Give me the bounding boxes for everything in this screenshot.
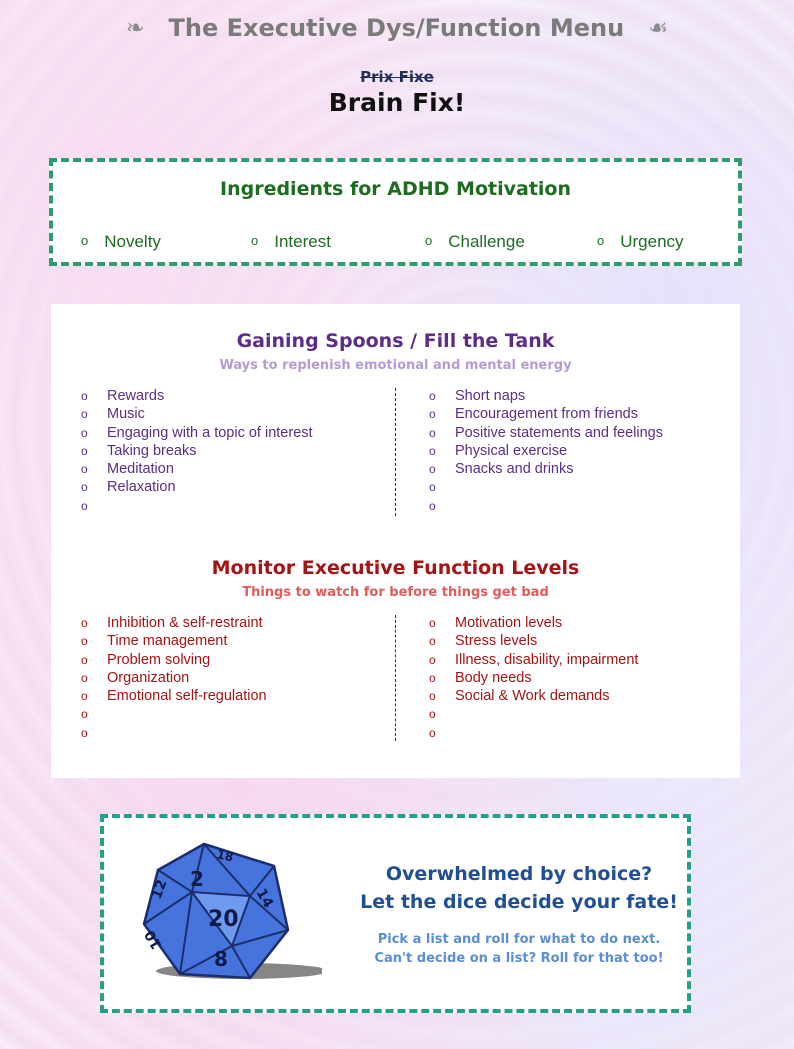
list-item <box>429 442 663 460</box>
bullet-icon: o <box>429 616 436 630</box>
list-item <box>81 669 267 687</box>
brain-fix-heading: Brain Fix! <box>328 88 466 117</box>
efl-divider <box>395 615 396 741</box>
spoons-divider <box>395 388 396 516</box>
swirl-right-icon: ☙ <box>648 15 668 41</box>
bullet-icon: o <box>81 233 89 248</box>
bullet-icon: o <box>429 652 436 667</box>
list-item <box>81 651 267 669</box>
bullet-icon: o <box>81 616 88 630</box>
list-item <box>81 405 313 423</box>
bullet-icon: o <box>81 462 88 477</box>
ingredient-label: Novelty <box>104 232 161 251</box>
dice-box <box>100 814 691 1013</box>
list-item <box>429 387 663 405</box>
ingredient-label: Interest <box>274 232 331 251</box>
dice-face-label: 2 <box>190 867 204 891</box>
bullet-icon: o <box>81 425 88 440</box>
list-item <box>81 478 313 496</box>
list-item-label: Snacks and drinks <box>455 461 574 478</box>
list-item <box>429 424 663 442</box>
list-item <box>81 614 267 632</box>
list-item-label: Illness, disability, impairment <box>455 651 639 668</box>
list-item-label: Physical exercise <box>455 442 568 459</box>
swirl-left-icon: ❧ <box>126 15 145 41</box>
dice-text-block <box>354 818 684 968</box>
bullet-icon: o <box>429 407 436 422</box>
menu-title: The Executive Dys/Function Menu <box>168 14 625 42</box>
dice-face-label: 8 <box>214 947 228 971</box>
efl-subtitle: Things to watch for before things get bad <box>242 585 549 600</box>
list-item <box>81 724 267 742</box>
bullet-icon: o <box>429 443 436 458</box>
list-item-label: Positive statements and feelings <box>455 424 663 441</box>
list-item <box>429 669 638 687</box>
efl-right-list <box>429 614 638 742</box>
bullet-icon: o <box>429 462 436 477</box>
list-item-label: Organization <box>107 669 190 686</box>
bullet-icon: o <box>429 425 436 440</box>
ingredients-list <box>53 232 738 254</box>
list-item-label: Short naps <box>455 388 526 404</box>
dice-headline-2: Let the dice decide your fate! <box>360 891 678 913</box>
list-item-label: Motivation levels <box>455 615 563 631</box>
dice-face-label: 18 <box>215 847 235 865</box>
efl-title: Monitor Executive Function Levels <box>211 557 580 579</box>
list-item <box>81 497 313 515</box>
efl-left-list <box>81 614 267 742</box>
bullet-icon: o <box>81 443 88 458</box>
list-item-label: Time management <box>107 633 228 650</box>
ingredient-label: Challenge <box>448 232 525 251</box>
spoons-right-list <box>429 387 663 515</box>
list-item-label: Inhibition & self-restraint <box>107 615 263 631</box>
lists-panel <box>51 304 740 778</box>
list-item <box>429 651 638 669</box>
list-item-label: Meditation <box>107 461 174 478</box>
list-item-label: Stress levels <box>455 633 538 650</box>
spoons-subtitle: Ways to replenish emotional and mental energy <box>219 358 572 373</box>
ingredient-label: Urgency <box>620 232 684 251</box>
list-item-label: Problem solving <box>107 651 211 668</box>
bullet-icon: o <box>597 233 605 248</box>
list-item-label: Emotional self-regulation <box>107 688 267 705</box>
list-item-label: Rewards <box>107 388 165 404</box>
bullet-icon: o <box>81 725 88 740</box>
spoons-title: Gaining Spoons / Fill the Tank <box>236 330 555 352</box>
list-item-label: Body needs <box>455 669 532 686</box>
list-item <box>429 460 663 478</box>
bullet-icon: o <box>429 670 436 685</box>
list-item <box>81 687 267 705</box>
bullet-icon: o <box>81 652 88 667</box>
list-item <box>429 497 663 515</box>
list-item-label: Encouragement from friends <box>455 406 638 423</box>
menu-header <box>0 14 794 117</box>
dice-instruction-1: Pick a list and roll for what to do next. <box>377 932 661 947</box>
ingredients-box <box>49 158 742 266</box>
bullet-icon: o <box>429 498 436 513</box>
bullet-icon: o <box>429 707 436 722</box>
list-item <box>81 705 267 723</box>
spoons-left-list <box>81 387 313 515</box>
bullet-icon: o <box>429 725 436 740</box>
list-item <box>81 424 313 442</box>
list-item-label: Engaging with a topic of interest <box>107 424 313 441</box>
ingredient-item <box>425 232 525 252</box>
ingredient-item <box>81 232 161 252</box>
bullet-icon: o <box>81 634 88 649</box>
bullet-icon: o <box>81 389 88 403</box>
dice-headline-1: Overwhelmed by choice? <box>385 863 653 885</box>
dice-face-label: 12 <box>148 877 171 902</box>
list-item <box>429 705 638 723</box>
bullet-icon: o <box>429 480 436 495</box>
list-item <box>429 687 638 705</box>
list-item <box>429 632 638 650</box>
bullet-icon: o <box>425 233 433 248</box>
dice-face-label: 20 <box>208 907 239 932</box>
list-item <box>429 405 663 423</box>
list-item-label: Social & Work demands <box>455 688 610 705</box>
bullet-icon: o <box>429 689 436 704</box>
bullet-icon: o <box>251 233 259 248</box>
d20-dice-icon <box>132 838 322 988</box>
bullet-icon: o <box>81 407 88 422</box>
bullet-icon: o <box>81 498 88 513</box>
bullet-icon: o <box>81 689 88 704</box>
list-item-label: Music <box>107 406 145 423</box>
dice-instruction-2: Can't decide on a list? Roll for that too! <box>374 951 664 966</box>
bullet-icon: o <box>429 634 436 649</box>
list-item-label: Taking breaks <box>107 442 197 459</box>
list-item <box>81 460 313 478</box>
list-item <box>429 614 638 632</box>
prix-fixe-strikethrough: Prix Fixe <box>360 68 434 86</box>
bullet-icon: o <box>429 389 436 403</box>
bullet-icon: o <box>81 670 88 685</box>
bullet-icon: o <box>81 480 88 495</box>
ingredient-item <box>597 232 684 252</box>
ingredients-title: Ingredients for ADHD Motivation <box>220 178 571 200</box>
list-item <box>81 632 267 650</box>
bullet-icon: o <box>81 707 88 722</box>
list-item <box>81 387 313 405</box>
list-item-label: Relaxation <box>107 479 176 496</box>
list-item <box>429 478 663 496</box>
ingredient-item <box>251 232 331 252</box>
dice-face-label: 14 <box>252 886 277 911</box>
dice-face-label: 10 <box>141 927 166 952</box>
list-item <box>429 724 638 742</box>
list-item <box>81 442 313 460</box>
